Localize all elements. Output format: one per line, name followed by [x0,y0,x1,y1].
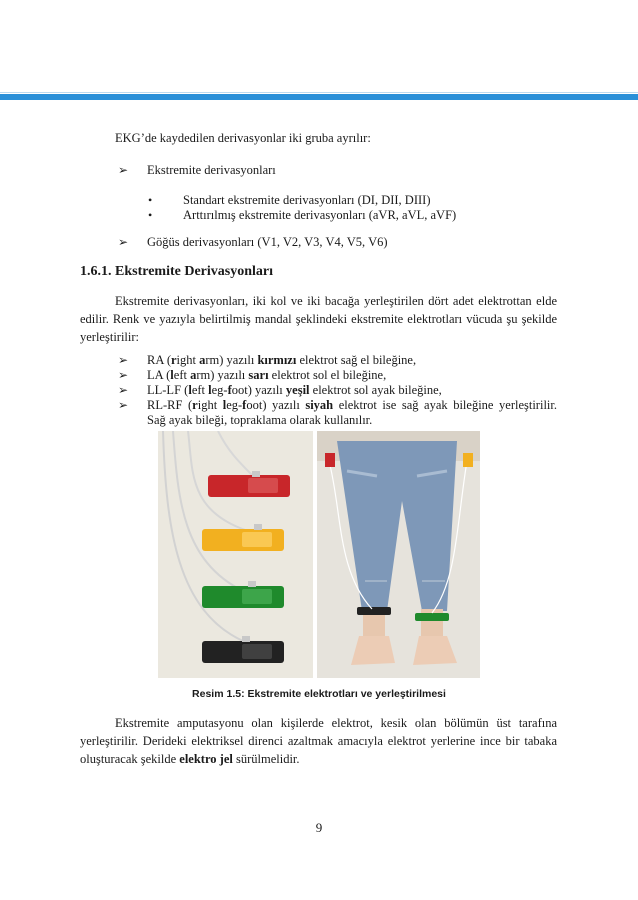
electrode-code: RA [147,353,164,367]
color-word: sarı [248,368,269,382]
closing-paragraph: Ekstremite amputasyonu olan kişilerde elektrot, kesik olan bölümün üst tarafına yerleştirilir. Derideki elektriksel direnci azaltmak amacıyla elektrot yerlerine ince bir tabaka oluşturacak şekilde elektro jel sürülmelidir. [80,716,557,766]
subitem-arttirilmis: Arttırılmış ekstremite derivasyonları (aVR, aVL, aVF) [183,208,457,222]
color-word: kırmızı [257,353,297,367]
section-paragraph: Ekstremite derivasyonları, iki kol ve iki bacağa yerleştirilen dört adet elektrottan elde edilir. Renk ve yazıyla belirtilmiş mandal şeklindeki ekstremite elektrotları vücuda şu şekilde yerleştirilir: [80,294,557,344]
page-number: 9 [315,820,323,835]
electrode-ll: LL-LF (left leg-foot) yazılı yeşil elektrot sol ayak bileğine, [147,383,442,397]
header-rule-thin [0,92,638,93]
intro-text: EKG’de kaydedilen derivasyonlar iki gruba ayrılır: [115,131,371,145]
bold-term: elektro jel [179,752,233,766]
section-heading: 1.6.1. Ekstremite Derivasyonları [80,264,273,279]
arrow-bullet-icon: ➢ [118,235,129,249]
legs-photo [317,431,480,678]
group-gogus: Göğüs derivasyonları (V1, V2, V3, V4, V5, V6) [147,235,388,249]
electrode-ra: RA (right arm) yazılı kırmızı elektrot sağ el bileğine, [147,353,417,367]
arrow-bullet-icon: ➢ [118,383,129,397]
bullet-icon: • [148,208,153,222]
electrode-la: LA (left arm) yazılı sarı elektrot sol el bileğine, [147,368,387,382]
electrode-code: LA [147,368,163,382]
arrow-bullet-icon: ➢ [118,353,129,367]
color-word: siyah [305,398,334,412]
arrow-bullet-icon: ➢ [118,163,129,177]
electrode-code: LL-LF [147,383,182,397]
group-ekstremite: Ekstremite derivasyonları [147,163,276,177]
electrode-clips-photo [158,431,313,678]
electrode-rl-note: Sağ ayak bileği, topraklama olarak kullanılır. [147,413,373,427]
arrow-bullet-icon: ➢ [118,368,129,382]
header-rule [0,94,638,100]
bullet-icon: • [148,193,153,207]
figure-caption: Resim 1.5: Ekstremite elektrotları ve yerleştirilmesi [192,688,446,700]
arrow-bullet-icon: ➢ [118,398,129,412]
electrode-code: RL-RF [147,398,183,412]
electrode-rl: RL-RF (right leg-foot) yazılı siyah elektrot ise sağ ayak bileğine yerleştirilir. [147,398,557,412]
subitem-standart: Standart ekstremite derivasyonları (DI, DII, DIII) [183,193,431,207]
color-word: yeşil [285,383,310,397]
